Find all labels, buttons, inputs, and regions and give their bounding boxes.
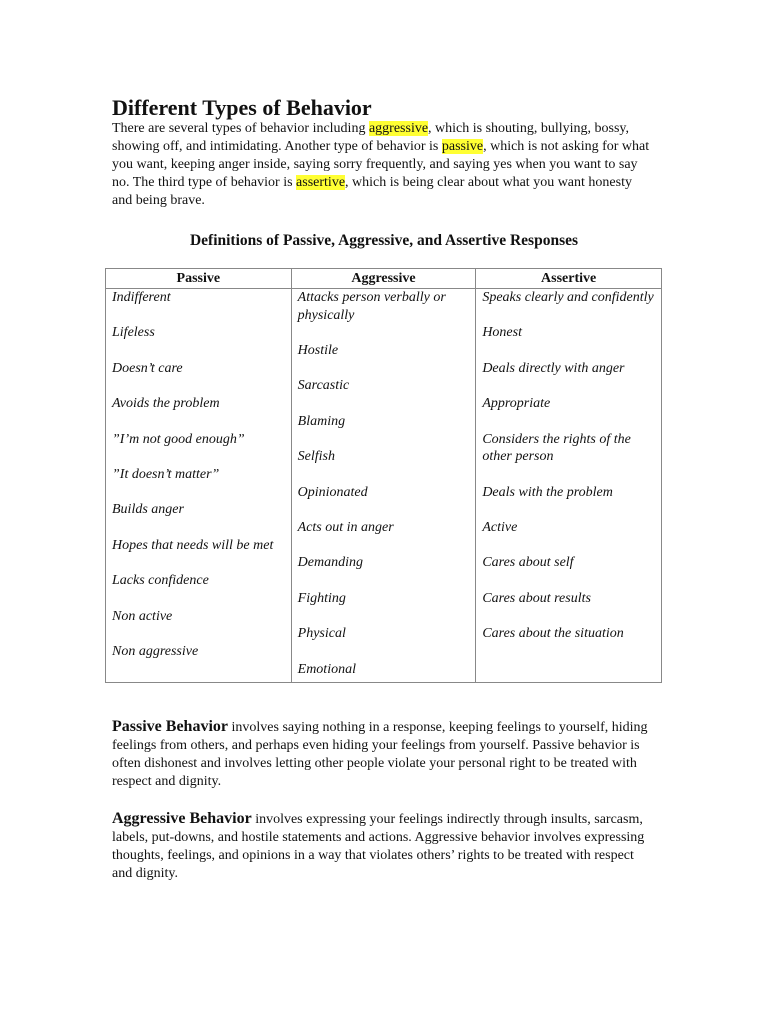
highlight-aggressive: aggressive [368,121,429,136]
list-item: Demanding [297,555,363,571]
list-item: Cares about self [482,555,574,571]
list-item: ”I’m not good enough” [112,431,245,447]
list-item: ”It doesn’t matter” [112,466,220,482]
intro-text: There are several types of behavior including [112,121,369,136]
column-header-passive: Passive [106,269,292,289]
list-item: Attacks person verbally or physically [297,290,446,323]
passive-cell [106,289,292,683]
list-item: Builds anger [112,502,184,518]
list-item: Indifferent [112,290,171,305]
list-item: Hostile [297,343,339,359]
aggressive-behavior-heading: Aggressive Behavior [112,810,252,827]
list-item: Hopes that needs will be met [112,537,274,553]
list-item: Lacks confidence [112,573,209,589]
aggressive-behavior-paragraph [112,810,652,883]
column-header-assertive: Assertive [476,269,662,289]
list-item: Doesn’t care [112,360,183,376]
column-header-aggressive: Aggressive [291,269,476,289]
list-item: Fighting [297,590,346,606]
passive-behavior-heading: Passive Behavior [112,718,228,735]
table-heading: Definitions of Passive, Aggressive, and Assertive Responses [189,232,579,249]
intro-text: , which is shouting, bullying, bossy, showing off, and intimidating. Another type of behavior is [112,121,629,154]
table-row [106,289,662,683]
highlight-assertive: assertive [296,175,346,190]
list-item: Avoids the problem [112,396,220,412]
definitions-table [105,268,662,683]
list-item: Emotional [297,661,356,677]
list-item: Active [482,520,518,536]
passive-behavior-text: involves saying nothing in a response, keeping feelings to yourself, hiding feelings from others, and perhaps even hiding your feelings from yourself. Passive behavior is often dishonest and involves letting other people violate your personal right to be treated with respect and dignity. [112,720,648,789]
list-item: Opinionated [297,484,368,500]
assertive-cell [476,289,662,683]
highlight-passive: passive [441,139,484,154]
list-item: Blaming [297,413,346,429]
list-item: Considers the rights of the other person [482,431,631,465]
list-item: Physical [297,626,346,642]
list-item: Acts out in anger [297,520,394,536]
list-item: Cares about the situation [482,626,624,642]
document-title: Different Types of Behavior [112,95,372,120]
intro-text: , which is being clear about what you want honesty and being brave. [112,175,632,208]
list-item: Selfish [297,449,335,465]
passive-behavior-paragraph [112,718,652,791]
list-item: Deals directly with anger [482,360,625,376]
table-header-row [106,269,662,289]
list-item: Non active [112,608,173,624]
list-item: Non aggressive [112,643,199,659]
intro-paragraph [112,120,652,210]
list-item: Sarcastic [297,378,350,394]
list-item: Cares about results [482,590,591,606]
intro-text: , which is not asking for what you want, keeping anger inside, saying sorry frequently, and saying yes when you want to say no. The third type of behavior is [112,139,650,190]
aggressive-cell [291,289,476,683]
list-item: Appropriate [482,396,551,412]
list-item: Speaks clearly and confidently [482,290,654,305]
list-item: Lifeless [112,325,155,341]
list-item: Honest [482,325,522,341]
list-item: Deals with the problem [482,484,613,500]
aggressive-behavior-text: involves expressing your feelings indirectly through insults, sarcasm, labels, put-downs, and hostile statements and actions. Aggressive behavior involves expressing thoughts, feelings, and opinions in a way that violates others’ rights to be treated with respect and dignity. [112,812,645,881]
